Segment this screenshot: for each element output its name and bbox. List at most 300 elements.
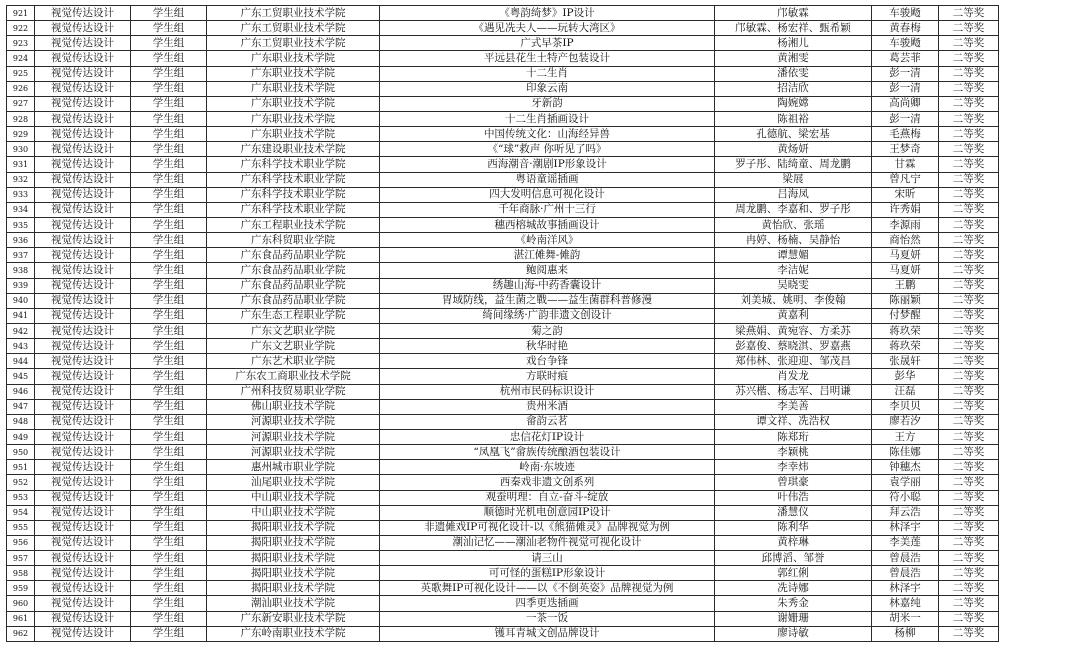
row-number: 933 (7, 187, 35, 202)
row-number: 935 (7, 217, 35, 232)
category-cell: 视觉传达设计 (35, 535, 131, 550)
row-number: 955 (7, 520, 35, 535)
award-cell: 二等奖 (939, 596, 999, 611)
award-cell: 二等奖 (939, 36, 999, 51)
category-cell: 视觉传达设计 (35, 127, 131, 142)
work-title-cell: 观蚕明理：自立-奋斗-绽放 (380, 490, 715, 505)
category-cell: 视觉传达设计 (35, 81, 131, 96)
category-cell: 视觉传达设计 (35, 384, 131, 399)
table-row (7, 611, 1075, 626)
row-number: 962 (7, 626, 35, 641)
table-row (7, 354, 1075, 369)
work-title-cell: 《遇见冼夫人——玩转大湾区》 (380, 21, 715, 36)
work-title-cell: 秋华时艳 (380, 339, 715, 354)
work-title-cell: 非遗傩戏IP可视化设计-以《熊猫傩灵》品牌视觉为例 (380, 520, 715, 535)
award-cell: 二等奖 (939, 384, 999, 399)
advisor-cell: 汪磊 (872, 384, 939, 399)
category-cell: 视觉传达设计 (35, 339, 131, 354)
row-number: 960 (7, 596, 35, 611)
school-cell: 广东新安职业技术学院 (207, 611, 380, 626)
work-title-cell: 穗西榕城故事插画设计 (380, 217, 715, 232)
school-cell: 广东职业技术学院 (207, 111, 380, 126)
school-cell: 河源职业技术学院 (207, 445, 380, 460)
category-cell: 视觉传达设计 (35, 429, 131, 444)
group-cell: 学生组 (131, 551, 207, 566)
advisor-cell: 陈丽颖 (872, 293, 939, 308)
table-row (7, 445, 1075, 460)
advisor-cell: 杨柳 (872, 626, 939, 641)
table-row (7, 429, 1075, 444)
row-number: 932 (7, 172, 35, 187)
advisor-cell: 彭一清 (872, 111, 939, 126)
group-cell: 学生组 (131, 505, 207, 520)
group-cell: 学生组 (131, 172, 207, 187)
work-title-cell: “凤凰飞”畲族传统酿酒包装设计 (380, 445, 715, 460)
award-cell: 二等奖 (939, 429, 999, 444)
category-cell: 视觉传达设计 (35, 172, 131, 187)
category-cell: 视觉传达设计 (35, 490, 131, 505)
group-cell: 学生组 (131, 596, 207, 611)
school-cell: 揭阳职业技术学院 (207, 581, 380, 596)
group-cell: 学生组 (131, 127, 207, 142)
category-cell: 视觉传达设计 (35, 21, 131, 36)
advisor-cell: 甘霖 (872, 157, 939, 172)
authors-cell: 周龙鹏、李嘉和、罗子彤 (715, 202, 872, 217)
group-cell: 学生组 (131, 293, 207, 308)
table-row (7, 111, 1075, 126)
work-title-cell: 戏台争锋 (380, 354, 715, 369)
group-cell: 学生组 (131, 339, 207, 354)
group-cell: 学生组 (131, 535, 207, 550)
award-cell: 二等奖 (939, 551, 999, 566)
advisor-cell: 彭一清 (872, 81, 939, 96)
award-cell: 二等奖 (939, 339, 999, 354)
award-cell: 二等奖 (939, 308, 999, 323)
award-cell: 二等奖 (939, 414, 999, 429)
school-cell: 广东艺术职业学院 (207, 354, 380, 369)
work-title-cell: 英歌舞IP可视化设计——以《不倒英姿》品牌视觉为例 (380, 581, 715, 596)
authors-cell: 潘依雯 (715, 66, 872, 81)
row-number: 946 (7, 384, 35, 399)
category-cell: 视觉传达设计 (35, 142, 131, 157)
work-title-cell: 绣趣山海-中药香囊设计 (380, 278, 715, 293)
authors-cell: 彭嘉俊、蔡晓淇、罗嘉燕 (715, 339, 872, 354)
advisor-cell: 曾晨浩 (872, 566, 939, 581)
category-cell: 视觉传达设计 (35, 248, 131, 263)
table-row (7, 505, 1075, 520)
school-cell: 广东科学技术职业学院 (207, 187, 380, 202)
category-cell: 视觉传达设计 (35, 233, 131, 248)
group-cell: 学生组 (131, 323, 207, 338)
award-cell: 二等奖 (939, 535, 999, 550)
award-cell: 二等奖 (939, 96, 999, 111)
school-cell: 汕尾职业技术学院 (207, 475, 380, 490)
school-cell: 广东文艺职业学院 (207, 339, 380, 354)
row-number: 944 (7, 354, 35, 369)
group-cell: 学生组 (131, 21, 207, 36)
award-cell: 二等奖 (939, 51, 999, 66)
work-title-cell: 中国传统文化：山海经异兽 (380, 127, 715, 142)
advisor-cell: 袁学丽 (872, 475, 939, 490)
school-cell: 广东食品药品职业学院 (207, 278, 380, 293)
work-title-cell: 菊之韵 (380, 323, 715, 338)
category-cell: 视觉传达设计 (35, 520, 131, 535)
category-cell: 视觉传达设计 (35, 611, 131, 626)
work-title-cell: 牙新韵 (380, 96, 715, 111)
school-cell: 广东科学技术职业学院 (207, 157, 380, 172)
row-number: 923 (7, 36, 35, 51)
row-number: 959 (7, 581, 35, 596)
table-row (7, 384, 1075, 399)
work-title-cell: 畲韵云茗 (380, 414, 715, 429)
work-title-cell: 广式早茶IP (380, 36, 715, 51)
category-cell: 视觉传达设计 (35, 445, 131, 460)
group-cell: 学生组 (131, 142, 207, 157)
work-title-cell: 印象云南 (380, 81, 715, 96)
authors-cell: 潘慧仪 (715, 505, 872, 520)
award-cell: 二等奖 (939, 566, 999, 581)
table-row (7, 460, 1075, 475)
group-cell: 学生组 (131, 233, 207, 248)
table-row (7, 535, 1075, 550)
row-number: 934 (7, 202, 35, 217)
advisor-cell: 蒋玖荣 (872, 323, 939, 338)
work-title-cell: 西海潮音·潮剧IP形象设计 (380, 157, 715, 172)
group-cell: 学生组 (131, 217, 207, 232)
authors-cell: 陶婉嫦 (715, 96, 872, 111)
table-row (7, 81, 1075, 96)
school-cell: 广东工贸职业技术学院 (207, 21, 380, 36)
work-title-cell: 绮间缘绣·广韵非遗文创设计 (380, 308, 715, 323)
award-cell: 二等奖 (939, 490, 999, 505)
row-number: 931 (7, 157, 35, 172)
row-number: 945 (7, 369, 35, 384)
work-title-cell: 忠信花灯IP设计 (380, 429, 715, 444)
school-cell: 广东工贸职业技术学院 (207, 6, 380, 21)
advisor-cell: 许秀娟 (872, 202, 939, 217)
authors-cell: 谢姗珊 (715, 611, 872, 626)
table-row (7, 263, 1075, 278)
school-cell: 广东职业技术学院 (207, 127, 380, 142)
authors-cell: 邝敏霖、杨宏祥、甄希颖 (715, 21, 872, 36)
award-cell: 二等奖 (939, 399, 999, 414)
advisor-cell: 彭一清 (872, 66, 939, 81)
table-row (7, 217, 1075, 232)
row-number: 958 (7, 566, 35, 581)
award-cell: 二等奖 (939, 6, 999, 21)
advisor-cell: 宋昕 (872, 187, 939, 202)
category-cell: 视觉传达设计 (35, 475, 131, 490)
school-cell: 揭阳职业技术学院 (207, 535, 380, 550)
advisor-cell: 李贝贝 (872, 399, 939, 414)
school-cell: 中山职业技术学院 (207, 505, 380, 520)
authors-cell: 李颖桃 (715, 445, 872, 460)
authors-cell: 冼诗娜 (715, 581, 872, 596)
table-row (7, 6, 1075, 21)
group-cell: 学生组 (131, 369, 207, 384)
work-title-cell: 四大发明信息可视化设计 (380, 187, 715, 202)
table-row (7, 187, 1075, 202)
group-cell: 学生组 (131, 566, 207, 581)
advisor-cell: 车骏飏 (872, 6, 939, 21)
authors-cell: 谭文祥、冼浩权 (715, 414, 872, 429)
category-cell: 视觉传达设计 (35, 505, 131, 520)
category-cell: 视觉传达设计 (35, 293, 131, 308)
school-cell: 佛山职业技术学院 (207, 399, 380, 414)
group-cell: 学生组 (131, 308, 207, 323)
table-row (7, 96, 1075, 111)
category-cell: 视觉传达设计 (35, 354, 131, 369)
advisor-cell: 王梦奇 (872, 142, 939, 157)
advisor-cell: 曾晨浩 (872, 551, 939, 566)
row-number: 940 (7, 293, 35, 308)
category-cell: 视觉传达设计 (35, 6, 131, 21)
authors-cell: 黄嘉利 (715, 308, 872, 323)
advisor-cell: 商怡然 (872, 233, 939, 248)
table-row (7, 293, 1075, 308)
award-cell: 二等奖 (939, 278, 999, 293)
table-row (7, 581, 1075, 596)
award-cell: 二等奖 (939, 626, 999, 641)
awards-table (6, 5, 1075, 642)
table-row (7, 414, 1075, 429)
authors-cell: 陈利华 (715, 520, 872, 535)
award-cell: 二等奖 (939, 263, 999, 278)
category-cell: 视觉传达设计 (35, 308, 131, 323)
table-row (7, 596, 1075, 611)
group-cell: 学生组 (131, 36, 207, 51)
advisor-cell: 蒋玖荣 (872, 339, 939, 354)
group-cell: 学生组 (131, 81, 207, 96)
work-title-cell: 十二生肖 (380, 66, 715, 81)
table-row (7, 626, 1075, 641)
advisor-cell: 彭华 (872, 369, 939, 384)
group-cell: 学生组 (131, 263, 207, 278)
table-row (7, 399, 1075, 414)
group-cell: 学生组 (131, 6, 207, 21)
authors-cell: 李幸炜 (715, 460, 872, 475)
category-cell: 视觉传达设计 (35, 202, 131, 217)
authors-cell: 郭红俐 (715, 566, 872, 581)
table-row (7, 520, 1075, 535)
advisor-cell: 李美莲 (872, 535, 939, 550)
category-cell: 视觉传达设计 (35, 187, 131, 202)
row-number: 954 (7, 505, 35, 520)
row-number: 937 (7, 248, 35, 263)
row-number: 957 (7, 551, 35, 566)
advisor-cell: 王方 (872, 429, 939, 444)
authors-cell: 孔德航、梁宏基 (715, 127, 872, 142)
table-row (7, 172, 1075, 187)
authors-cell: 冉婷、杨楠、吴静怡 (715, 233, 872, 248)
table-row (7, 475, 1075, 490)
advisor-cell: 符小聪 (872, 490, 939, 505)
award-cell: 二等奖 (939, 187, 999, 202)
group-cell: 学生组 (131, 66, 207, 81)
category-cell: 视觉传达设计 (35, 596, 131, 611)
school-cell: 广东建设职业技术学院 (207, 142, 380, 157)
advisor-cell: 车骏飏 (872, 36, 939, 51)
school-cell: 广东科学技术职业学院 (207, 172, 380, 187)
school-cell: 广东文艺职业学院 (207, 323, 380, 338)
group-cell: 学生组 (131, 354, 207, 369)
authors-cell: 罗子彤、陆绮童、周龙鹏 (715, 157, 872, 172)
row-number: 926 (7, 81, 35, 96)
authors-cell: 吕海凤 (715, 187, 872, 202)
table-row (7, 323, 1075, 338)
table-body (7, 6, 1075, 642)
work-title-cell: 四季更迭插画 (380, 596, 715, 611)
group-cell: 学生组 (131, 414, 207, 429)
advisor-cell: 钟穗杰 (872, 460, 939, 475)
school-cell: 揭阳职业技术学院 (207, 520, 380, 535)
authors-cell: 谭慧媚 (715, 248, 872, 263)
row-number: 927 (7, 96, 35, 111)
authors-cell: 陈祖裕 (715, 111, 872, 126)
group-cell: 学生组 (131, 202, 207, 217)
table-row (7, 278, 1075, 293)
authors-cell: 黄炀妍 (715, 142, 872, 157)
school-cell: 中山职业技术学院 (207, 490, 380, 505)
school-cell: 揭阳职业技术学院 (207, 551, 380, 566)
group-cell: 学生组 (131, 384, 207, 399)
school-cell: 广东食品药品职业学院 (207, 248, 380, 263)
school-cell: 广东农工商职业技术学院 (207, 369, 380, 384)
award-cell: 二等奖 (939, 505, 999, 520)
category-cell: 视觉传达设计 (35, 278, 131, 293)
category-cell: 视觉传达设计 (35, 626, 131, 641)
work-title-cell: 平远县花生土特产包装设计 (380, 51, 715, 66)
school-cell: 广东科贸职业学院 (207, 233, 380, 248)
authors-cell: 朱秀金 (715, 596, 872, 611)
table-row (7, 142, 1075, 157)
authors-cell: 邝敏霖 (715, 6, 872, 21)
advisor-cell: 林嘉纯 (872, 596, 939, 611)
table-row (7, 21, 1075, 36)
work-title-cell: 顺德时光机电创意园IP设计 (380, 505, 715, 520)
row-number: 951 (7, 460, 35, 475)
category-cell: 视觉传达设计 (35, 36, 131, 51)
category-cell: 视觉传达设计 (35, 263, 131, 278)
advisor-cell: 葛芸菲 (872, 51, 939, 66)
category-cell: 视觉传达设计 (35, 399, 131, 414)
work-title-cell: 《“球”救声 你听见了吗》 (380, 142, 715, 157)
award-cell: 二等奖 (939, 460, 999, 475)
group-cell: 学生组 (131, 626, 207, 641)
category-cell: 视觉传达设计 (35, 51, 131, 66)
authors-cell: 杨湘儿 (715, 36, 872, 51)
authors-cell: 梁燕娟、黄宛容、方柔苏 (715, 323, 872, 338)
award-cell: 二等奖 (939, 369, 999, 384)
award-cell: 二等奖 (939, 217, 999, 232)
table-row (7, 551, 1075, 566)
authors-cell: 刘美城、姚明、李俊翰 (715, 293, 872, 308)
group-cell: 学生组 (131, 520, 207, 535)
school-cell: 广东食品药品职业学院 (207, 263, 380, 278)
advisor-cell: 林泽宇 (872, 520, 939, 535)
award-cell: 二等奖 (939, 445, 999, 460)
work-title-cell: 《岭南洋风》 (380, 233, 715, 248)
category-cell: 视觉传达设计 (35, 414, 131, 429)
group-cell: 学生组 (131, 157, 207, 172)
authors-cell: 黄湘雯 (715, 51, 872, 66)
school-cell: 惠州城市职业学院 (207, 460, 380, 475)
row-number: 941 (7, 308, 35, 323)
authors-cell: 梁展 (715, 172, 872, 187)
award-cell: 二等奖 (939, 293, 999, 308)
school-cell: 潮汕职业技术学院 (207, 596, 380, 611)
category-cell: 视觉传达设计 (35, 323, 131, 338)
authors-cell: 曾琪豪 (715, 475, 872, 490)
row-number: 953 (7, 490, 35, 505)
row-number: 956 (7, 535, 35, 550)
row-number: 928 (7, 111, 35, 126)
row-number: 930 (7, 142, 35, 157)
advisor-cell: 高尚卿 (872, 96, 939, 111)
group-cell: 学生组 (131, 445, 207, 460)
advisor-cell: 曾凡宁 (872, 172, 939, 187)
group-cell: 学生组 (131, 187, 207, 202)
group-cell: 学生组 (131, 581, 207, 596)
award-cell: 二等奖 (939, 127, 999, 142)
row-number: 921 (7, 6, 35, 21)
table-row (7, 36, 1075, 51)
award-cell: 二等奖 (939, 142, 999, 157)
award-cell: 二等奖 (939, 233, 999, 248)
category-cell: 视觉传达设计 (35, 551, 131, 566)
table-row (7, 127, 1075, 142)
row-number: 929 (7, 127, 35, 142)
work-title-cell: 方联时痕 (380, 369, 715, 384)
work-title-cell: 一茶一饭 (380, 611, 715, 626)
work-title-cell: 潮汕记忆——潮汕老物件视觉可视化设计 (380, 535, 715, 550)
school-cell: 广东工贸职业技术学院 (207, 36, 380, 51)
table-row (7, 248, 1075, 263)
advisor-cell: 李源雨 (872, 217, 939, 232)
category-cell: 视觉传达设计 (35, 581, 131, 596)
work-title-cell: 粤语童谣插画 (380, 172, 715, 187)
award-cell: 二等奖 (939, 323, 999, 338)
advisor-cell: 黄春梅 (872, 21, 939, 36)
advisor-cell: 陈佳娜 (872, 445, 939, 460)
table-row (7, 490, 1075, 505)
row-number: 925 (7, 66, 35, 81)
advisor-cell: 王鹏 (872, 278, 939, 293)
school-cell: 广东生态工程职业学院 (207, 308, 380, 323)
row-number: 924 (7, 51, 35, 66)
work-title-cell: 胃域防线，益生菌之戰——益生菌群科普修漫 (380, 293, 715, 308)
category-cell: 视觉传达设计 (35, 96, 131, 111)
authors-cell: 黄怡欣、张瑶 (715, 217, 872, 232)
work-title-cell: 杭州市民码标识设计 (380, 384, 715, 399)
group-cell: 学生组 (131, 611, 207, 626)
group-cell: 学生组 (131, 490, 207, 505)
school-cell: 广州科技贸易职业学院 (207, 384, 380, 399)
row-number: 942 (7, 323, 35, 338)
row-number: 952 (7, 475, 35, 490)
authors-cell: 邱博滔、邹誉 (715, 551, 872, 566)
row-number: 947 (7, 399, 35, 414)
row-number: 949 (7, 429, 35, 444)
table-row (7, 339, 1075, 354)
school-cell: 广东科学技术职业学院 (207, 202, 380, 217)
school-cell: 广东职业技术学院 (207, 51, 380, 66)
award-cell: 二等奖 (939, 520, 999, 535)
row-number: 950 (7, 445, 35, 460)
authors-cell: 肖发龙 (715, 369, 872, 384)
authors-cell: 李洁妮 (715, 263, 872, 278)
school-cell: 广东岭南职业技术学院 (207, 626, 380, 641)
